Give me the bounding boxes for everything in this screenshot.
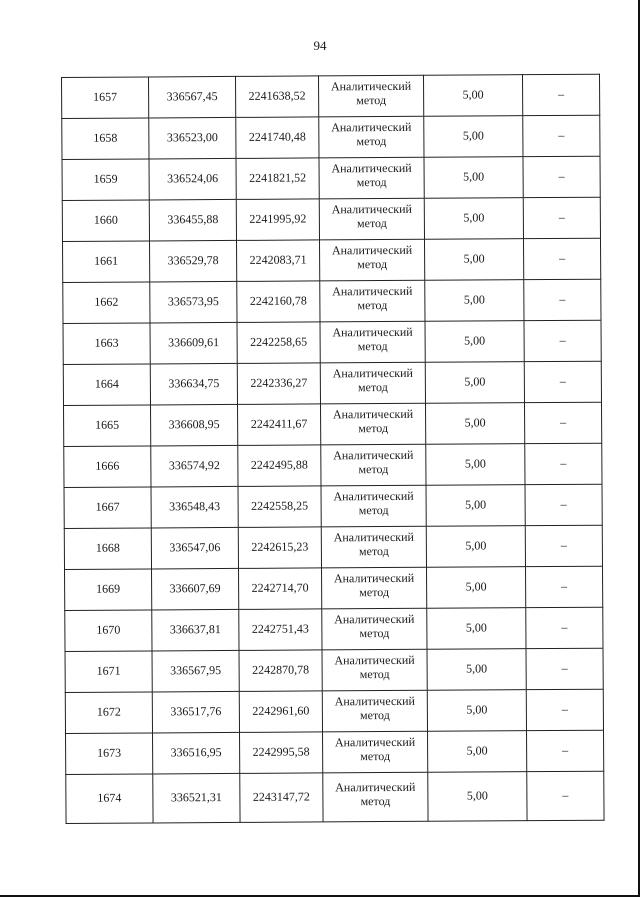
method-cell <box>319 116 424 158</box>
x-coordinate-cell: 336607,69 <box>152 568 239 610</box>
method-cell <box>320 239 425 281</box>
note-cell: – <box>527 730 604 771</box>
note-cell: – <box>523 238 600 279</box>
table-row <box>62 115 600 159</box>
note-cell: – <box>526 607 603 648</box>
x-coordinate-cell: 336634,75 <box>150 363 237 405</box>
table-row <box>64 525 602 569</box>
error-cell: 5,00 <box>428 731 527 773</box>
method-text: Аналитический метод <box>332 407 414 436</box>
note-cell: – <box>522 74 599 115</box>
method-text: Аналитический метод <box>333 571 415 600</box>
table-row <box>63 238 601 282</box>
method-cell <box>321 444 426 486</box>
note-cell: – <box>523 115 600 156</box>
method-text: Аналитический метод <box>334 653 415 682</box>
x-coordinate-cell: 336574,92 <box>151 445 238 487</box>
point-id-cell: 1668 <box>64 528 151 570</box>
table-row <box>62 74 600 118</box>
error-cell: 5,00 <box>427 567 526 609</box>
y-coordinate-cell: 2242870,78 <box>239 650 322 692</box>
table-row <box>65 566 603 610</box>
x-coordinate-cell: 336547,06 <box>151 527 238 569</box>
point-id-cell: 1659 <box>62 159 149 201</box>
y-coordinate-cell: 2242411,67 <box>238 404 321 446</box>
method-cell <box>322 567 427 609</box>
note-cell: – <box>524 402 601 443</box>
method-text: Аналитический метод <box>332 325 413 354</box>
error-cell: 5,00 <box>424 239 523 281</box>
error-cell: 5,00 <box>424 198 523 240</box>
method-text: Аналитический метод <box>333 489 414 518</box>
method-cell <box>321 403 426 445</box>
error-cell: 5,00 <box>427 690 526 732</box>
y-coordinate-cell: 2242615,23 <box>238 527 321 569</box>
note-cell: – <box>526 648 603 689</box>
error-cell: 5,00 <box>426 485 525 527</box>
error-cell: 5,00 <box>423 75 522 117</box>
point-id-cell: 1662 <box>63 282 150 324</box>
method-text: Аналитический метод <box>331 120 412 149</box>
x-coordinate-cell: 336529,78 <box>150 240 237 282</box>
point-id-cell: 1673 <box>66 733 153 775</box>
note-cell: – <box>524 320 601 361</box>
point-id-cell: 1666 <box>64 446 151 488</box>
table-row <box>64 484 602 528</box>
y-coordinate-cell: 2242751,43 <box>239 609 322 651</box>
method-cell <box>323 772 428 822</box>
point-id-cell: 1657 <box>62 77 149 119</box>
method-text: Аналитический метод <box>331 161 412 190</box>
note-cell: – <box>525 525 602 566</box>
error-cell: 5,00 <box>425 403 524 445</box>
x-coordinate-cell: 336523,00 <box>149 117 236 159</box>
method-text: Аналитический метод <box>333 448 414 477</box>
table-row <box>66 771 604 823</box>
x-coordinate-cell: 336608,95 <box>151 404 238 446</box>
method-text: Аналитический метод <box>334 735 416 764</box>
y-coordinate-cell: 2242495,88 <box>238 445 321 487</box>
error-cell: 5,00 <box>425 280 524 322</box>
point-id-cell: 1663 <box>63 323 150 365</box>
note-cell: – <box>523 156 600 197</box>
method-cell <box>320 362 425 404</box>
method-cell <box>323 731 428 773</box>
error-cell: 5,00 <box>427 608 526 650</box>
x-coordinate-cell: 336609,61 <box>150 322 237 364</box>
y-coordinate-cell: 2242258,65 <box>237 322 320 364</box>
x-coordinate-cell: 336455,88 <box>149 199 236 241</box>
page-number: 94 <box>313 38 327 53</box>
point-id-cell: 1658 <box>62 118 149 160</box>
point-id-cell: 1669 <box>65 569 152 611</box>
note-cell: – <box>526 689 603 730</box>
coordinates-table <box>61 74 605 824</box>
error-cell: 5,00 <box>424 116 523 158</box>
y-coordinate-cell: 2242558,25 <box>238 486 321 528</box>
error-cell: 5,00 <box>425 321 524 363</box>
point-id-cell: 1661 <box>63 241 150 283</box>
x-coordinate-cell: 336573,95 <box>150 281 237 323</box>
table-row <box>63 279 601 323</box>
x-coordinate-cell: 336637,81 <box>152 609 239 651</box>
method-cell <box>318 75 423 117</box>
point-id-cell: 1667 <box>64 487 151 529</box>
y-coordinate-cell: 2241638,52 <box>235 76 318 118</box>
error-cell: 5,00 <box>426 526 525 568</box>
table-row <box>62 197 600 241</box>
table-row <box>65 648 603 692</box>
x-coordinate-cell: 336567,95 <box>152 650 239 692</box>
table-row <box>63 361 601 405</box>
y-coordinate-cell: 2241995,92 <box>236 199 319 241</box>
method-text: Аналитический метод <box>330 79 412 108</box>
method-text: Аналитический метод <box>331 202 412 231</box>
method-cell <box>320 280 425 322</box>
error-cell: 5,00 <box>427 649 526 691</box>
point-id-cell: 1665 <box>64 405 151 447</box>
x-coordinate-cell: 336524,06 <box>149 158 236 200</box>
y-coordinate-cell: 2242160,78 <box>237 281 320 323</box>
table-row <box>62 156 600 200</box>
error-cell: 5,00 <box>428 772 527 822</box>
point-id-cell: 1671 <box>65 651 152 693</box>
y-coordinate-cell: 2241821,52 <box>236 158 319 200</box>
note-cell: – <box>523 197 600 238</box>
point-id-cell: 1670 <box>65 610 152 652</box>
table-row <box>63 320 601 364</box>
method-cell <box>322 608 427 650</box>
point-id-cell: 1672 <box>65 692 152 734</box>
point-id-cell: 1660 <box>62 200 149 242</box>
note-cell: – <box>524 279 601 320</box>
method-cell <box>321 526 426 568</box>
note-cell: – <box>525 566 602 607</box>
method-cell <box>320 321 425 363</box>
y-coordinate-cell: 2242961,60 <box>239 691 322 733</box>
method-text: Аналитический метод <box>331 243 413 272</box>
method-cell <box>321 485 426 527</box>
method-text: Аналитический метод <box>333 530 414 559</box>
note-cell: – <box>527 771 604 820</box>
table-row <box>64 402 602 446</box>
method-text: Аналитический метод <box>332 284 413 313</box>
y-coordinate-cell: 2241740,48 <box>236 117 319 159</box>
y-coordinate-cell: 2242995,58 <box>240 732 323 774</box>
y-coordinate-cell: 2243147,72 <box>240 773 323 823</box>
error-cell: 5,00 <box>425 362 524 404</box>
x-coordinate-cell: 336517,76 <box>152 691 239 733</box>
note-cell: – <box>525 484 602 525</box>
y-coordinate-cell: 2242083,71 <box>237 240 320 282</box>
method-cell <box>322 649 427 691</box>
method-cell <box>319 198 424 240</box>
x-coordinate-cell: 336548,43 <box>151 486 238 528</box>
method-text: Аналитический метод <box>335 780 416 809</box>
x-coordinate-cell: 336567,45 <box>149 76 236 118</box>
table-row <box>66 730 604 774</box>
point-id-cell: 1674 <box>66 774 153 824</box>
error-cell: 5,00 <box>424 157 523 199</box>
y-coordinate-cell: 2242336,27 <box>237 363 320 405</box>
x-coordinate-cell: 336516,95 <box>153 732 240 774</box>
table-row <box>65 689 603 733</box>
method-cell <box>319 157 424 199</box>
method-cell <box>322 690 427 732</box>
table-row <box>65 607 603 651</box>
method-text: Аналитический метод <box>334 612 415 641</box>
method-text: Аналитический метод <box>332 366 413 395</box>
x-coordinate-cell: 336521,31 <box>153 773 240 823</box>
y-coordinate-cell: 2242714,70 <box>239 568 322 610</box>
point-id-cell: 1664 <box>63 364 150 406</box>
table-body <box>62 74 605 823</box>
table-row <box>64 443 602 487</box>
note-cell: – <box>525 443 602 484</box>
error-cell: 5,00 <box>426 444 525 486</box>
note-cell: – <box>524 361 601 402</box>
method-text: Аналитический метод <box>334 694 415 723</box>
